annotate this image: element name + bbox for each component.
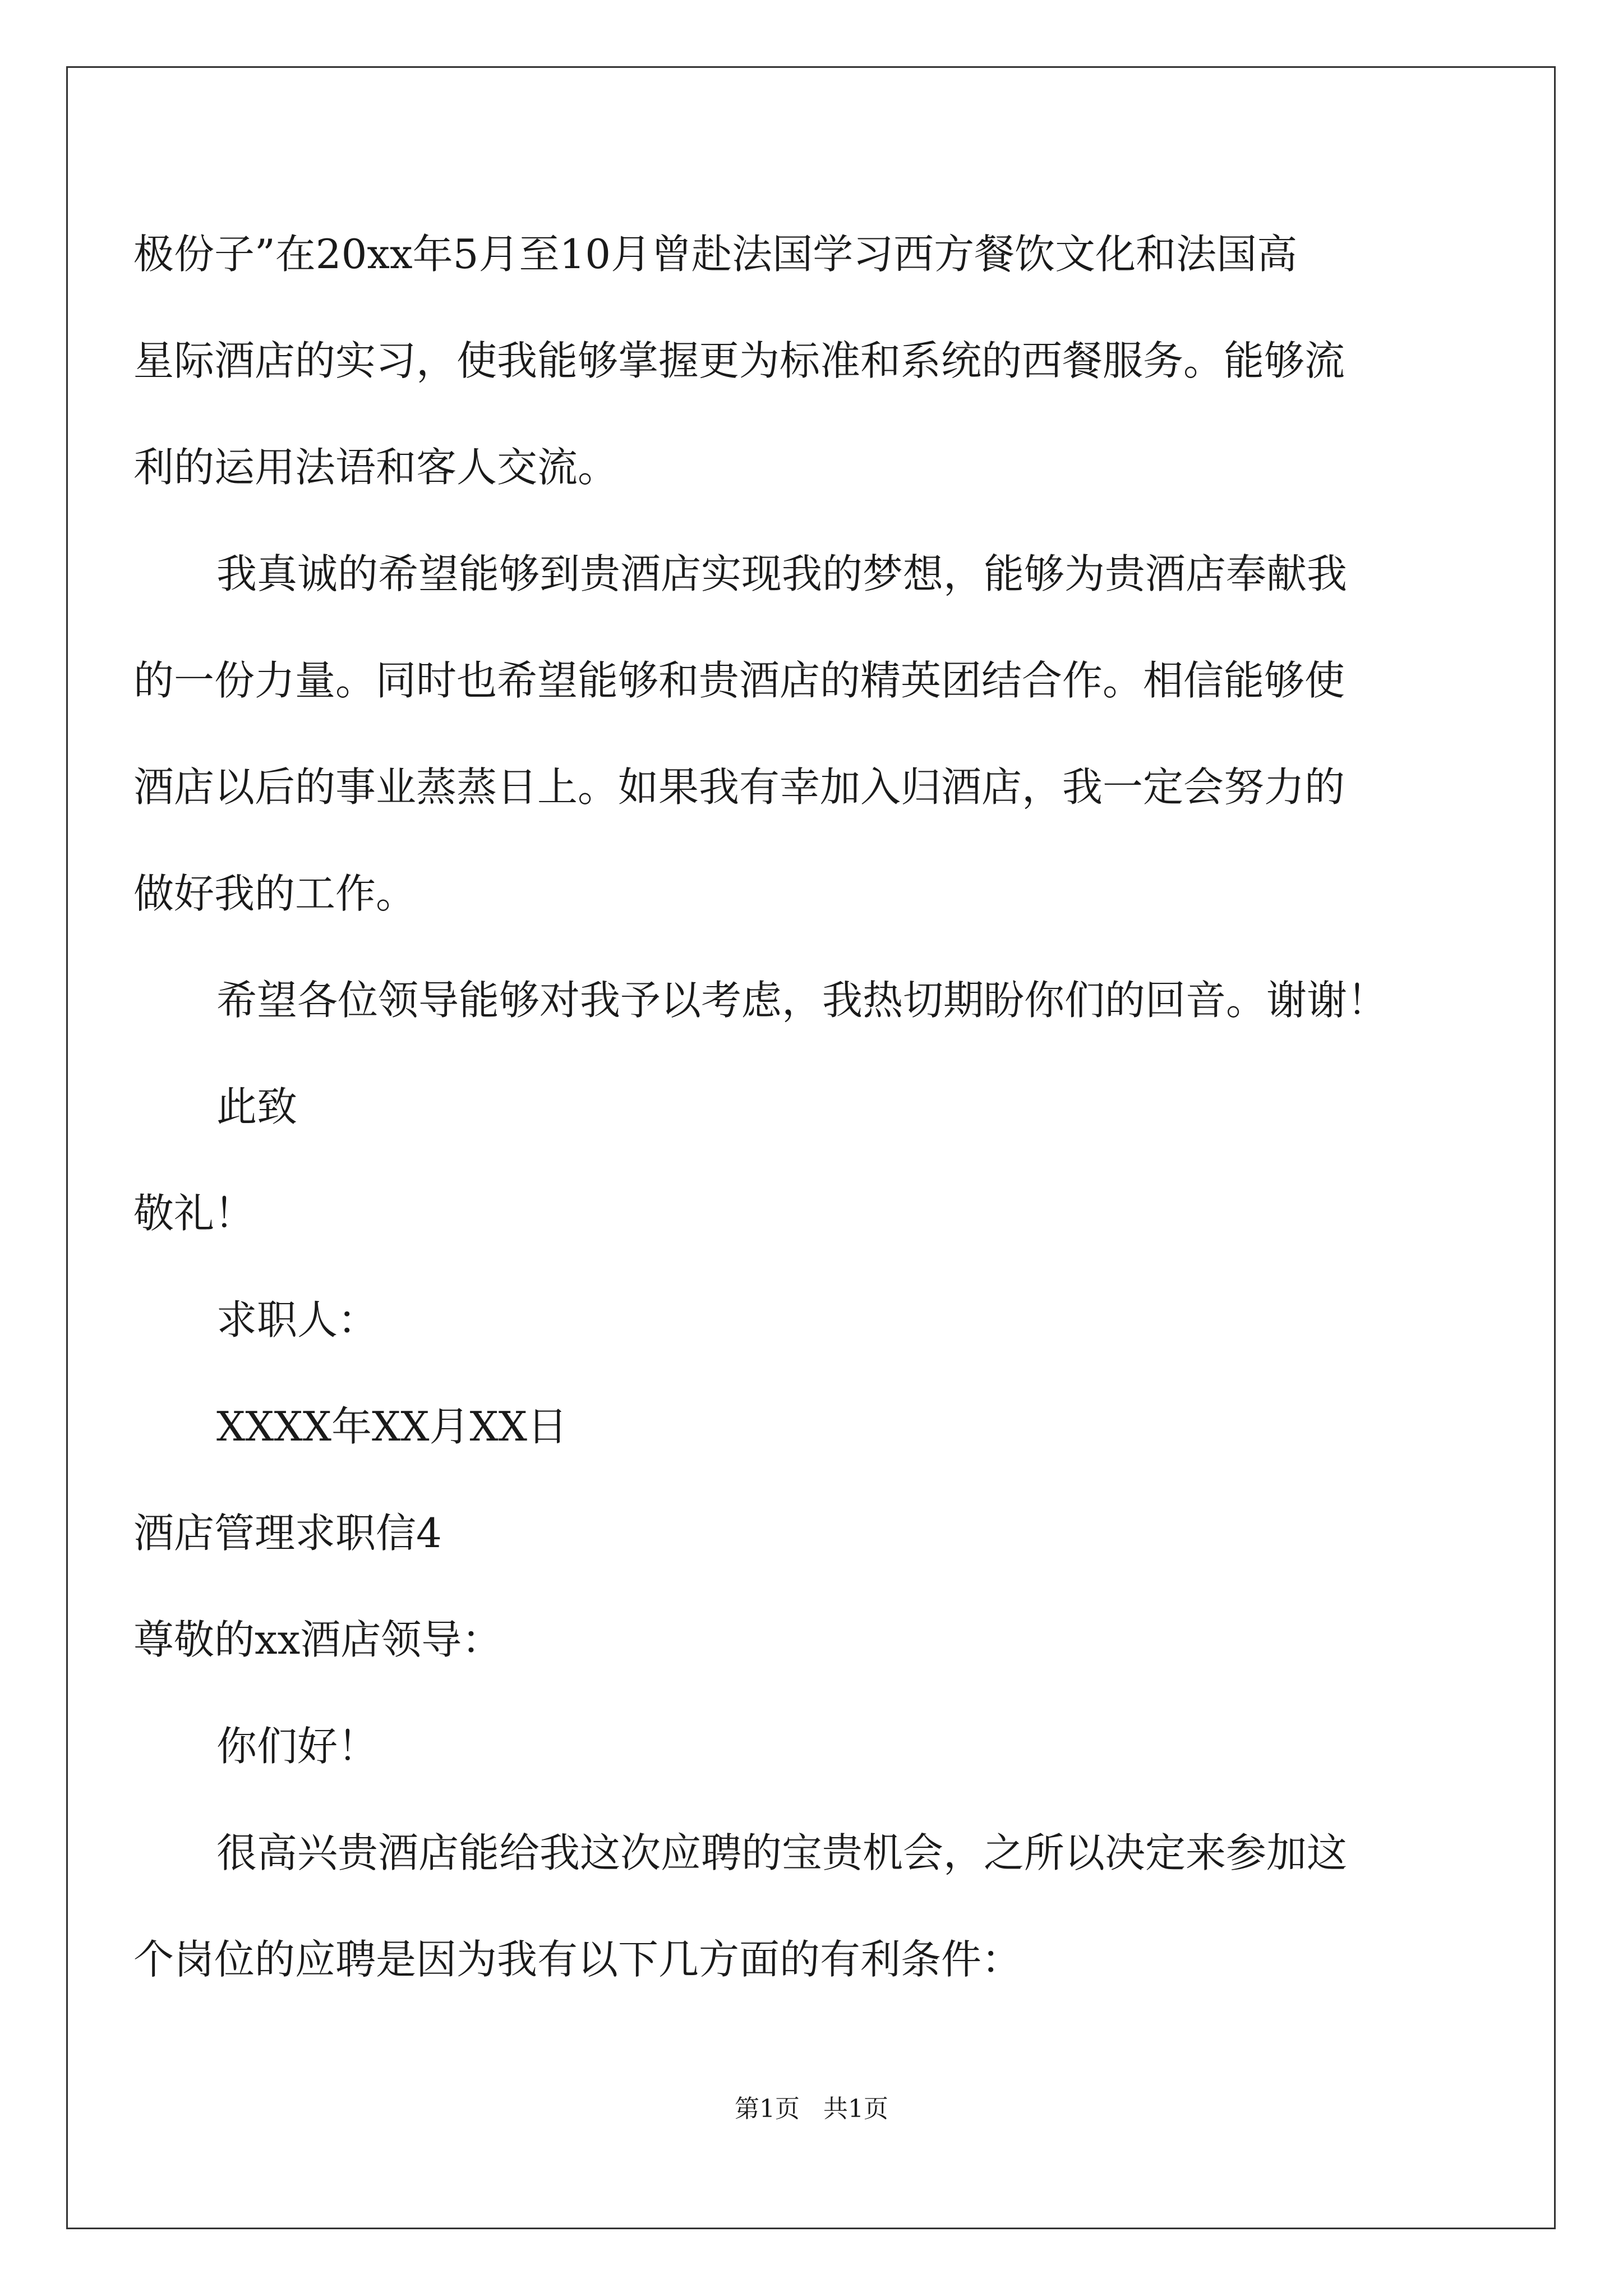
page-footer: 第1页 共1页 — [735, 2095, 888, 2123]
document-body — [133, 212, 1435, 2024]
body-text-line: 酒店以后的事业蒸蒸日上。如果我有幸加入归酒店，我一定会努力的 — [133, 763, 1345, 811]
body-text-line: 个岗位的应聘是因为我有以下几方面的有利条件： — [133, 1936, 1022, 1983]
body-text-line: 我真诚的希望能够到贵酒店实现我的梦想，能够为贵酒店奉献我 — [216, 550, 1348, 597]
body-text-line: 极份子”在20xx年5月至10月曾赴法国学习西方餐饮文化和法国高 — [133, 231, 1298, 278]
body-text-line: 希望各位领导能够对我予以考虑，我热切期盼你们的回音。谢谢！ — [216, 977, 1388, 1024]
applicant-signature-label: 求职人： — [216, 1296, 379, 1343]
body-text-line: 利的运用法语和客人交流。 — [133, 444, 619, 491]
letter-addressee: 尊敬的xx酒店领导： — [133, 1616, 502, 1663]
greeting: 你们好！ — [216, 1723, 379, 1770]
body-text-line: 的一份力量。同时也希望能够和贵酒店的精英团结合作。相信能够使 — [133, 657, 1345, 704]
body-text-line: 很高兴贵酒店能给我这次应聘的宝贵机会，之所以决定来参加这 — [216, 1829, 1348, 1876]
body-text-line: 做好我的工作。 — [133, 870, 417, 917]
closing-salutation: 此致 — [216, 1083, 298, 1130]
letter-date: XXXX年XX月XX日 — [216, 1403, 568, 1450]
closing-regards: 敬礼！ — [133, 1190, 255, 1237]
section-heading: 酒店管理求职信4 — [133, 1510, 442, 1557]
body-text-line: 星际酒店的实习，使我能够掌握更为标准和系统的西餐服务。能够流 — [133, 337, 1345, 384]
